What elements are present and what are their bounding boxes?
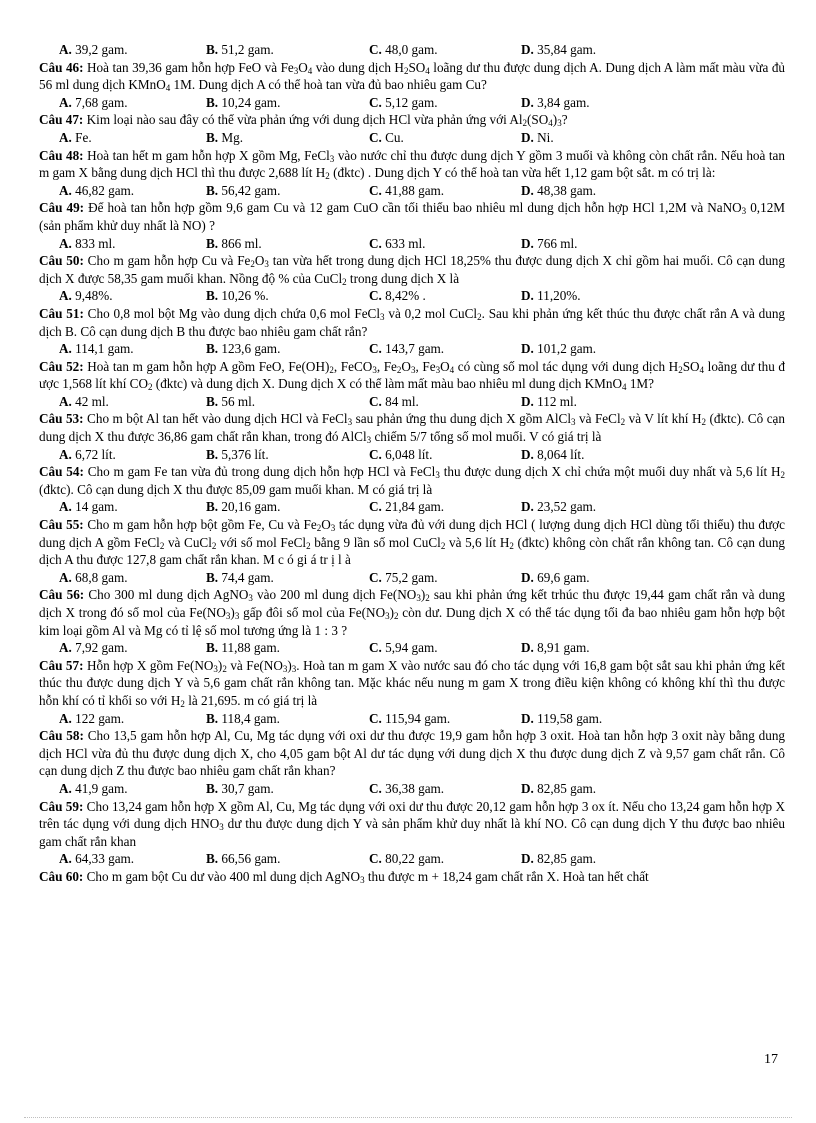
question-text (39, 358, 785, 393)
answer-options-row (39, 287, 785, 305)
option-b: B. 56 ml. (206, 393, 256, 409)
question-text (39, 199, 785, 234)
option-c: C. 633 ml. (369, 235, 426, 251)
option-c: C. 5,12 gam. (369, 94, 438, 110)
option-a: A. Fe. (59, 129, 92, 145)
option-a: A. 42 ml. (59, 393, 109, 409)
option-c: C. 48,0 gam. (369, 42, 438, 57)
answer-options-row (39, 850, 785, 868)
question-label: Câu 55: (39, 517, 84, 533)
question-stem: Cho 13,5 gam hỗn hợp Al, Cu, Mg tác dụng với oxi dư thu được 19,9 gam hỗn hợp 3 oxit. Hoà tan hỗn hợp 3 oxit này bằng dung dịch HCl vừa đủ thu được dung dịch X, cho 4,05 gam bột Al dư tác dụng với dung dịch X thu được dung dịch Z và 9,57 gam chất rắn. Cô cạn dung dịch Z thu được bao nhiêu gam chất rắn khan? (39, 728, 786, 779)
option-b: B. 10,24 gam. (206, 94, 281, 110)
option-a: A. 7,68 gam. (59, 94, 128, 110)
question-text (39, 111, 785, 129)
option-d: D. 11,20%. (521, 288, 581, 304)
question-stem: Cho 13,24 gam hỗn hợp X gồm Al, Cu, Mg tác dụng với oxi dư thu được 20,12 gam hỗn hợp 3 ox ít. Nếu cho 13,24 gam hỗn hợp X trên tác dụng với dung dịch $HNO_3$ dư thu được dung dịch Y và sản phẩm khử duy nhất là khí NO. Cô cạn dung dịch Y thu được bao nhiêu gam chất rắn khan (39, 798, 785, 849)
option-d: D. 35,84 gam. (521, 42, 597, 57)
option-b: B. 10,26 %. (206, 288, 269, 304)
option-d: D. 3,84 gam. (521, 94, 590, 110)
option-b: B. 118,4 gam. (206, 710, 280, 726)
option-d: D. 766 ml. (521, 235, 578, 251)
option-c: C. 75,2 gam. (369, 569, 438, 585)
option-a: A. 6,72 lít. (59, 446, 116, 462)
option-c: C. 84 ml. (369, 393, 419, 409)
option-b: B. 74,4 gam. (206, 569, 274, 585)
question-label: Câu 49: (39, 200, 85, 216)
question-label: Câu 58: (39, 728, 84, 744)
option-a: A. 46,82 gam. (59, 182, 135, 198)
option-d: D. 82,85 gam. (521, 851, 597, 867)
option-d: D. 101,2 gam. (521, 341, 597, 357)
option-c: C. 36,38 gam. (369, 780, 445, 796)
question-label: Câu 60: (39, 868, 84, 884)
question-stem: Hoà tan 39,36 gam hỗn hợp FeO và $Fe_3O_4$ vào dung dịch $H_2SO_4$ loãng dư thu được dung dịch A. Dung dịch A làm mất màu vừa đủ 56 ml dung dịch KMnO$_4$ 1M. Dung dịch A có thể hoà tan vừa đủ bao nhiêu gam Cu? (39, 59, 786, 94)
question-label: Câu 46: (39, 59, 84, 75)
question-label: Câu 50: (39, 253, 84, 269)
option-d: D. 48,38 gam. (521, 182, 597, 198)
question-text (39, 59, 785, 94)
option-c: C. 6,048 lít. (369, 446, 433, 462)
option-b: B. 5,376 lít. (206, 446, 269, 462)
question-text (39, 586, 785, 639)
answer-options-row (39, 340, 785, 358)
option-c: C. 80,22 gam. (369, 851, 445, 867)
option-a: A. 41,9 gam. (59, 780, 128, 796)
option-c: C. 8,42% . (369, 288, 426, 304)
option-a: A. 833 ml. (59, 235, 116, 251)
question-text (39, 657, 785, 710)
question-stem: Cho 0,8 mol bột Mg vào dung dịch chứa 0,6 mol FeCl$_3$ và 0,2 mol CuCl$_2$. Sau khi phản ứng kết thúc thu được chất rắn A và dung dịch B. Cô cạn dung dịch B thu được bao nhiêu gam chất rắn? (39, 305, 786, 339)
answer-options-row (39, 129, 785, 147)
option-b: B. Mg. (206, 129, 244, 145)
answer-options-row (39, 94, 785, 112)
option-a: A. 114,1 gam. (59, 341, 134, 357)
question-text (39, 305, 785, 340)
option-a: A. 68,8 gam. (59, 569, 128, 585)
answer-options-row (39, 780, 785, 798)
option-c: C. 143,7 gam. (369, 341, 445, 357)
answer-options-row (39, 569, 785, 587)
option-a: A. 14 gam. (59, 499, 118, 515)
option-d: D. 119,58 gam. (521, 710, 603, 726)
question-text (39, 410, 785, 445)
question-stem: Cho 300 ml dung dịch AgNO$_3$ vào 200 ml dung dịch $Fe(NO_3)_2$ sau khi phản ứng kết trhúc thu được 19,44 gam chất rắn và dung dịch X trong đó số mol của $Fe(NO_3)_3$ gấp đôi số mol của $Fe(NO_3)_2$ còn dư. Dung dịch X có thể tác dụng tối đa bao nhiêu gam hỗn hợp bột kim loại gồm Al và Mg có tỉ lệ số mol tương ứng là 1 : 3 ? (39, 587, 786, 638)
option-a: A. 64,33 gam. (59, 851, 135, 867)
option-c: C. 115,94 gam. (369, 710, 451, 726)
question-label: Câu 53: (39, 411, 84, 427)
answer-options-row (39, 446, 785, 464)
option-d: D. 8,064 lít. (521, 446, 585, 462)
question-stem: Cho m gam bột Cu dư vào 400 ml dung dịch AgNO$_3$ thu được m + 18,24 gam chất rắn X. Hoà tan hết chất (83, 868, 649, 885)
option-b: B. 51,2 gam. (206, 42, 274, 57)
answer-options-row (39, 710, 785, 728)
answer-options-row (39, 393, 785, 411)
question-text (39, 252, 785, 287)
question-stem: Cho m bột Al tan hết vào dung dịch HCl và FeCl$_3$ sau phản ứng thu dung dịch X gồm AlCl$_3$ và FeCl$_2$ và V lít khí $H_2$ (đktc). Cô cạn dung dịch X thu được 36,86 gam chất rắn khan, trong đó AlCl$_3$ chiếm 5/7 tổng số mol muối. V có giá trị là (39, 411, 785, 446)
option-d: D. 112 ml. (521, 393, 577, 409)
option-a: A. 39,2 gam. (59, 42, 128, 57)
option-d: D. 8,91 gam. (521, 640, 590, 656)
question-label: Câu 59: (39, 798, 84, 814)
option-c: C. 41,88 gam. (369, 182, 445, 198)
question-stem: Hỗn hợp X gồm $Fe(NO_3)_2$ và $Fe(NO_3)_3$. Hoà tan m gam X vào nước sau đó cho tác dụng với 16,8 gam bột sắt sau khi phản ứng kết thúc thu được dung dịch Y và 5,6 gam chất rắn không tan. Mặc khác nếu nung m gam X trong điều kiện không có không khí thì thu được hỗn khí có tỉ khối so với $H_2$ là 21,695. m có giá trị là (39, 657, 786, 709)
question-label: Câu 51: (39, 305, 84, 321)
option-b: B. 66,56 gam. (206, 851, 281, 867)
question-text (39, 798, 785, 851)
option-b: B. 30,7 gam. (206, 780, 274, 796)
option-c: C. Cu. (369, 129, 404, 145)
question-stem: Hoà tan hết m gam hỗn hợp X gồm Mg, FeCl$_3$ vào nước chỉ thu được dung dịch Y gồm 3 muối và không còn chất rắn. Nếu hoà tan m gam X bằng dung dịch HCl thì thu được 2,688 lít $H_2$ (đktc) . Dung dịch Y có thể hoà tan vừa hết 1,12 gam bột sắt. m có trị là: (39, 147, 786, 182)
option-d: D. 69,6 gam. (521, 569, 590, 585)
answer-options-row (39, 41, 785, 59)
answer-options-row (39, 235, 785, 253)
question-stem: Kim loại nào sau đây có thể vừa phản ứng với dung dịch HCl vừa phản ứng với $Al_2(SO_4)_3$? (83, 112, 568, 129)
option-d: D. 82,85 gam. (521, 780, 597, 796)
option-c: C. 21,84 gam. (369, 499, 445, 515)
question-text (39, 463, 785, 498)
answer-options-row (39, 182, 785, 200)
question-list (39, 41, 785, 886)
question-label: Câu 52: (39, 358, 84, 374)
question-stem: Hoà tan m gam hỗn hợp A gồm FeO, $Fe(OH)_2$, FeCO$_3$, $Fe_2O_3$, $Fe_3O_4$ có cùng số mol tác dụng với dung dịch $H_2SO_4$ loãng dư thu đ ược 1,568 lít khí $CO_2$ (đktc) và dung dịch X. Dung dịch X có thể làm mất màu bao nhiêu ml dung dịch KMnO$_4$ 1M? (39, 358, 786, 393)
option-b: B. 56,42 gam. (206, 182, 281, 198)
answer-options-row (39, 498, 785, 516)
option-a: A. 9,48%. (59, 288, 113, 304)
option-b: B. 866 ml. (206, 235, 262, 251)
option-b: B. 11,88 gam. (206, 640, 280, 656)
question-label: Câu 47: (39, 112, 84, 128)
question-text (39, 727, 785, 780)
question-stem: Cho m gam hỗn hợp bột gồm Fe, Cu và $Fe_2O_3$ tác dụng vừa đủ với dung dịch HCl ( lượng dung dịch HCl dùng tối thiểu) thu được dung dịch A gồm FeCl$_2$ và CuCl$_2$ với số mol FeCl$_2$ bằng 9 lần số mol CuCl$_2$ và 5,6 lít $H_2$ (đktc) không còn chất rắn không tan. Cô cạn dung dịch A thu được 127,8 gam chất rắn khan. M c ó gi á tr ị l à (39, 517, 786, 568)
question-label: Câu 54: (39, 464, 84, 480)
option-a: A. 122 gam. (59, 710, 125, 726)
question-label: Câu 56: (39, 587, 85, 603)
question-stem: Cho m gam Fe tan vừa đủ trong dung dịch hỗn hợp HCl và FeCl$_3$ thu được dung dịch X chỉ chứa một muối duy nhất và 5,6 lít $H_2$ (đktc). Cô cạn dung dịch X thu được 85,09 gam muối khan. M có giá trị là (39, 464, 786, 497)
footer-divider (24, 1117, 792, 1118)
option-d: D. 23,52 gam. (521, 499, 597, 515)
option-d: D. Ni. (521, 129, 554, 145)
page-number: 17 (764, 1052, 778, 1067)
option-c: C. 5,94 gam. (369, 640, 438, 656)
option-b: B. 20,16 gam. (206, 499, 281, 515)
question-text (39, 147, 785, 182)
option-a: A. 7,92 gam. (59, 640, 128, 656)
option-b: B. 123,6 gam. (206, 341, 281, 357)
question-text (39, 516, 785, 569)
question-label: Câu 48: (39, 147, 84, 163)
question-label: Câu 57: (39, 657, 84, 673)
answer-options-row (39, 639, 785, 657)
question-stem: Để hoà tan hỗn hợp gồm 9,6 gam Cu và 12 gam CuO cần tối thiểu bao nhiêu ml dung dịch hỗn hợp HCl 1,2M và NaNO$_3$ 0,12M (sản phẩm khử duy nhất là NO) ? (39, 200, 786, 233)
question-stem: Cho m gam hỗn hợp Cu và $Fe_2O_3$ tan vừa hết trong dung dịch HCl 18,25% thu được dung dịch X chỉ gồm hai muối. Cô cạn dung dịch X được 58,35 gam muối khan. Nồng độ % của CuCl$_2$ trong dung dịch X là (39, 253, 785, 287)
question-text (39, 868, 785, 886)
